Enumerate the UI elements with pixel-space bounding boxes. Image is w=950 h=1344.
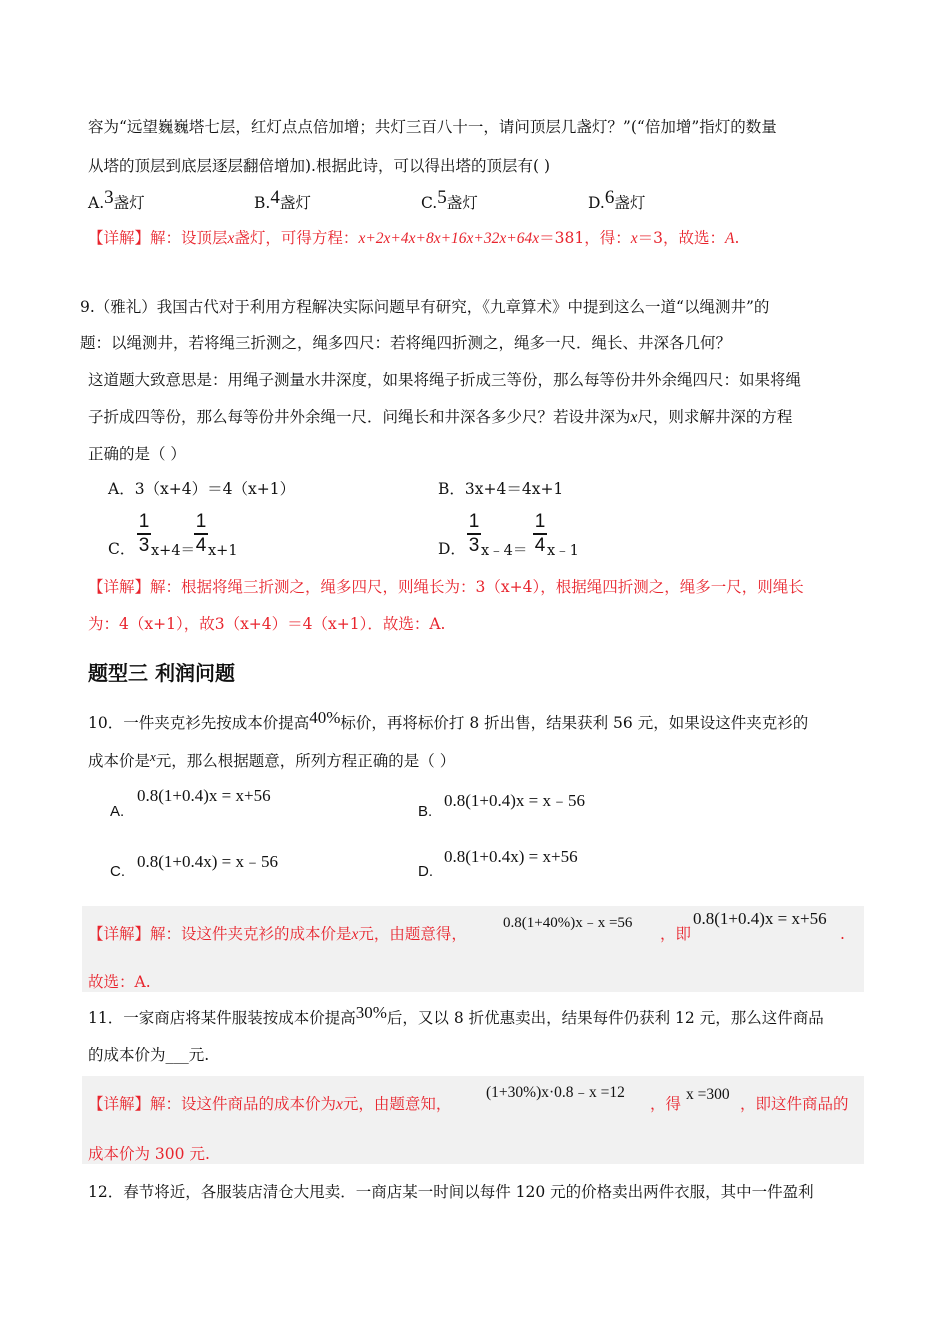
q9-d-part-b: x﹣1 xyxy=(547,543,579,559)
q10-line-1: 10．一件夹克衫先按成本价提高40%标价，再将标价打 8 折出售，结果获利 56 元，如果设这件夹克衫的 xyxy=(88,708,809,732)
q11-answer-post: ，即这件商品的 xyxy=(740,1095,849,1113)
q10-option-a-formula: 0.8(1+0.4)x = x+56 xyxy=(137,786,271,805)
q9-line-1: 9.（雅礼）我国古代对于利用方程解决实际问题早有研究，《九章算术》中提到这么一道“以绳测井”的 xyxy=(80,298,770,316)
q8-answer: 【详解】解：设顶层x盏灯，可得方程：x+2x+4x+8x+16x+32x+64x＝381，得：x＝3，故选：A. xyxy=(88,229,740,247)
q11-answer-formula-2: x =300 xyxy=(686,1086,730,1103)
q10-option-d-letter: D. xyxy=(418,863,433,880)
q8-option-a: A.3盏灯 xyxy=(88,187,145,212)
q9-line-5: 正确的是（ ） xyxy=(88,445,186,463)
q9-c-part-a: x+4＝ xyxy=(151,543,196,559)
q9-answer-line-1: 【详解】解：根据将绳三折测之，绳多四尺，则绳长为：3（x+4），根据绳四折测之，绳多一尺，则绳长 xyxy=(88,578,804,596)
q9-d-frac2-num: 1 xyxy=(534,511,546,532)
q9-option-a: A．3（x+4）＝4（x+1） xyxy=(108,480,296,498)
q9-c-frac2-num: 1 xyxy=(195,511,207,532)
q10-answer-sep: ，即 xyxy=(660,925,692,943)
q10-option-b-formula: 0.8(1+0.4)x = x﹣56 xyxy=(444,791,585,810)
q9-c-frac1-num: 1 xyxy=(138,511,150,532)
q8-option-b: B.4盏灯 xyxy=(254,187,311,212)
q12-line-1: 12．春节将近，各服装店清仓大甩卖．一商店某一时间以每件 120 元的价格卖出两件衣服，其中一件盈利 xyxy=(88,1183,814,1201)
q9-option-c-letter: C． xyxy=(108,540,136,558)
q9-line-2: 题：以绳测井，若将绳三折测之，绳多四尺：若将绳四折测之，绳多一尺．绳长、井深各几何？ xyxy=(80,334,732,352)
q9-line-3: 这道题大致意思是：用绳子测量水井深度，如果将绳子折成三等份，那么每等份井外余绳四尺：如果将绳 xyxy=(88,371,802,389)
q9-d-part-a: x﹣4＝ xyxy=(481,543,528,559)
q10-option-b-letter: B. xyxy=(418,803,433,820)
q11-answer-line-2: 成本价为 300 元. xyxy=(88,1145,210,1163)
q10-line-2: 成本价是$^x$元，那么根据题意，所列方程正确的是（ ） xyxy=(88,749,456,770)
q10-answer-formula-2: 0.8(1+0.4)x = x+56 xyxy=(693,909,827,928)
q9-c-frac2-den: 4 xyxy=(195,535,207,556)
section-title: 题型三 利润问题 xyxy=(88,661,235,685)
q8-line-2: 从塔的顶层到底层逐层翻倍增加).根据此诗，可以得出塔的顶层有( ) xyxy=(88,157,550,175)
q10-option-a-letter: A. xyxy=(110,803,125,820)
q9-d-frac1-num: 1 xyxy=(468,511,480,532)
q10-answer-dot: . xyxy=(840,925,845,943)
q10-answer-formula-1: 0.8(1+40%)x﹣x =56 xyxy=(503,915,633,931)
q9-option-b: B．3x+4＝4x+1 xyxy=(438,480,564,498)
q11-answer-line-1: 【详解】解：设这件商品的成本价为x元，由题意知， xyxy=(88,1095,452,1113)
q9-d-frac2-den: 4 xyxy=(534,535,546,556)
q10-answer-line-1: 【详解】解：设这件夹克衫的成本价是x元，由题意得， xyxy=(88,925,467,943)
q8-line-1: 容为“远望巍巍塔七层，红灯点点倍加增；共灯三百八十一，请问顶层几盏灯？”(“倍加增”指灯的数量 xyxy=(88,118,777,136)
q9-c-frac1-den: 3 xyxy=(138,535,150,556)
q10-answer-line-2: 故选：A. xyxy=(88,973,151,991)
q11-answer-sep: ，得 xyxy=(650,1095,682,1113)
q9-line-4: 子折成四等份，那么每等份井外余绳一尺．问绳长和井深各多少尺？若设井深为x尺，则求解井深的方程 xyxy=(88,408,793,426)
q10-option-d-formula: 0.8(1+0.4x) = x+56 xyxy=(444,847,578,866)
q11-line-1: 11．一家商店将某件服装按成本价提高30%后，又以 8 折优惠卖出，结果每件仍获利 12 元，那么这件商品 xyxy=(88,1003,824,1027)
q8-option-d: D.6盏灯 xyxy=(588,187,646,212)
q9-d-frac1-den: 3 xyxy=(468,535,480,556)
q10-option-c-letter: C. xyxy=(110,863,125,880)
q9-answer-line-2: 为：4（x+1），故3（x+4）＝4（x+1）．故选：A. xyxy=(88,615,446,633)
q8-option-c: C.5盏灯 xyxy=(421,187,478,212)
q11-answer-formula-1: (1+30%)x·0.8﹣x =12 xyxy=(486,1084,625,1101)
q9-option-d-letter: D． xyxy=(438,540,466,558)
q11-line-2: 的成本价为___元. xyxy=(88,1046,210,1064)
q9-c-part-b: x+1 xyxy=(208,543,238,559)
q10-option-c-formula: 0.8(1+0.4x) = x﹣56 xyxy=(137,852,278,871)
